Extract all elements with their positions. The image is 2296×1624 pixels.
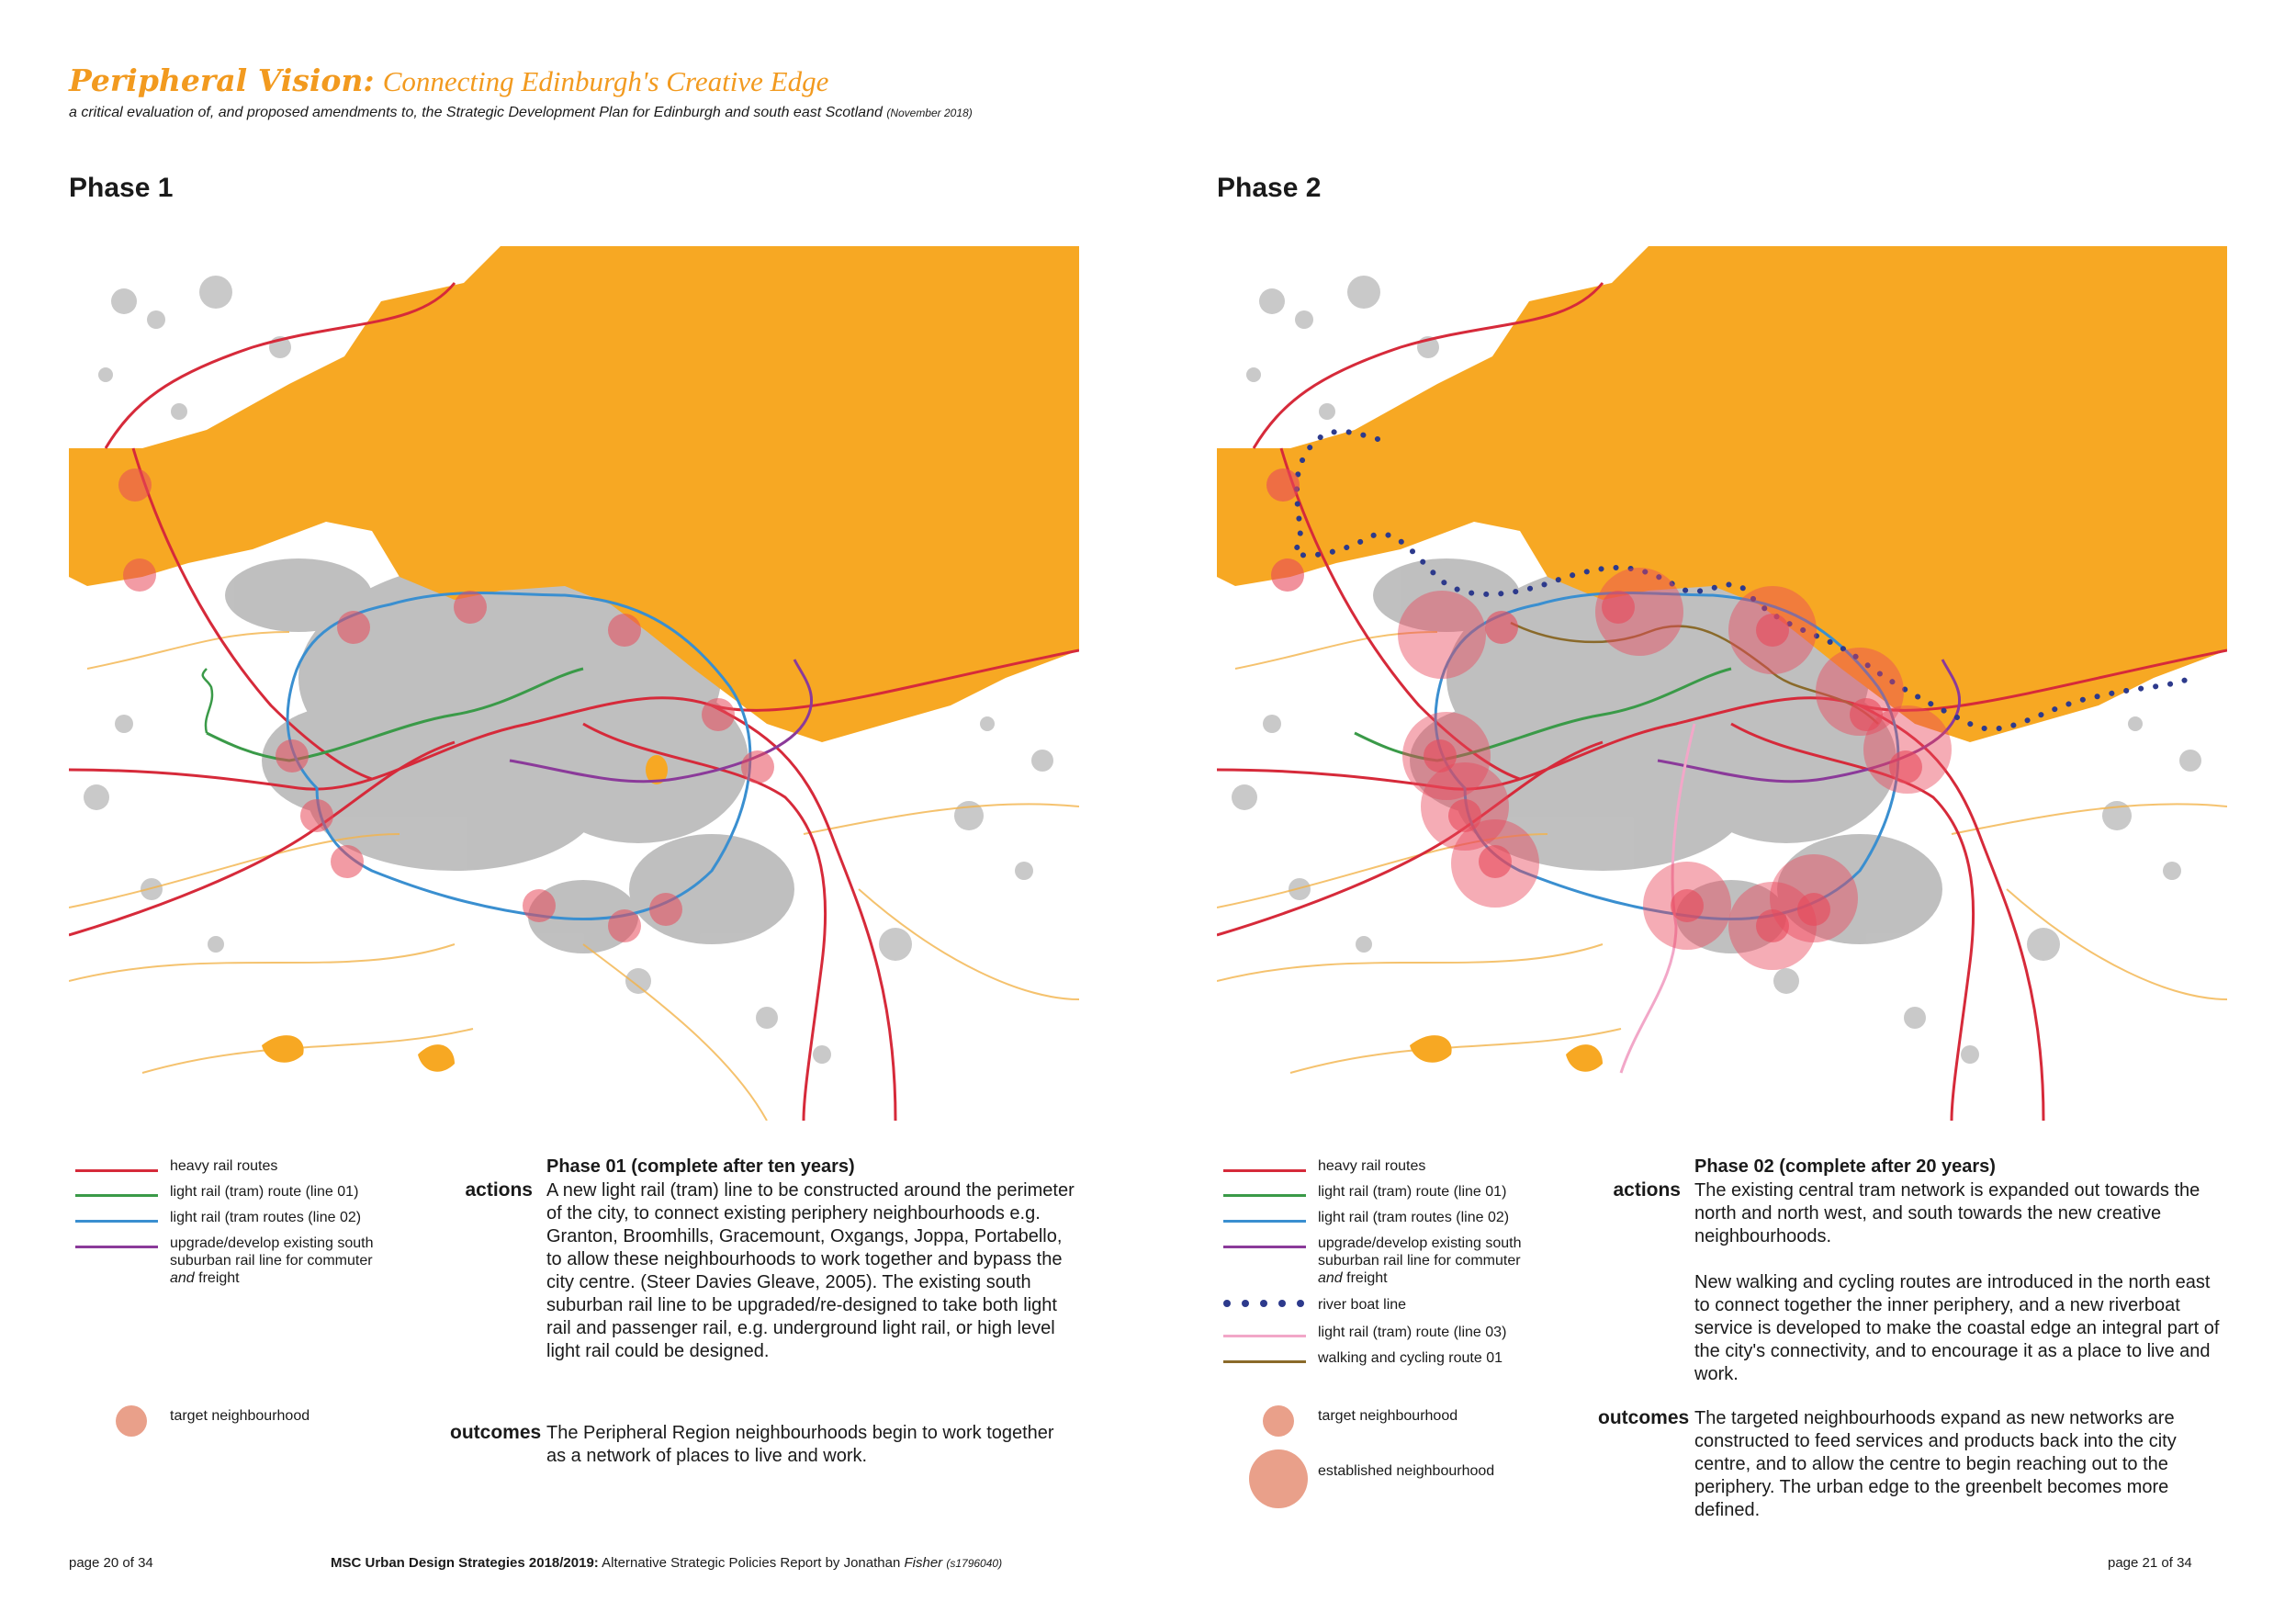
tram-line-02-swatch bbox=[1223, 1220, 1306, 1223]
suburban-rail-swatch bbox=[75, 1246, 158, 1248]
footer-page-left: page 20 of 34 bbox=[69, 1555, 153, 1571]
legend-target-neighbourhood: target neighbourhood bbox=[170, 1408, 310, 1424]
phase-2-outcomes-text: The targeted neighbourhoods expand as new networks are constructed to feed services and products back into the city centre, and to allow the centre to begin reaching out to the periphery. The urban edge to the greenbelt becomes more defined. bbox=[1694, 1408, 2177, 1520]
tram-line-01-swatch bbox=[75, 1194, 158, 1197]
target-neighbourhood-swatch bbox=[1263, 1405, 1294, 1437]
legend-heavy-rail: heavy rail routes bbox=[1318, 1158, 1426, 1174]
footer-author: Fisher bbox=[904, 1555, 943, 1571]
phase-1-heading: Phase 01 (complete after ten years) bbox=[546, 1156, 855, 1177]
report-subtitle bbox=[69, 105, 973, 121]
title-bold: Peripheral Vision: bbox=[69, 62, 375, 98]
target-neighbourhood-circle bbox=[1602, 591, 1635, 624]
established-neighbourhood-circle bbox=[1398, 591, 1486, 679]
tram-line-01-swatch bbox=[1223, 1194, 1306, 1197]
target-neighbourhood-circle bbox=[1756, 909, 1789, 942]
target-neighbourhood-circle bbox=[608, 614, 641, 647]
target-neighbourhood-circle bbox=[331, 845, 364, 878]
legend-suburban-rail-italic: and bbox=[1318, 1270, 1343, 1286]
legend-tram-line-01: light rail (tram) route (line 01) bbox=[170, 1184, 359, 1200]
walking-cycling-swatch bbox=[1223, 1360, 1306, 1363]
footer-page-right: page 21 of 34 bbox=[2108, 1555, 2192, 1571]
target-neighbourhood-circle bbox=[1424, 739, 1457, 773]
target-neighbourhood-circle bbox=[118, 468, 152, 502]
heavy-rail-swatch bbox=[1223, 1169, 1306, 1172]
legend-suburban-rail-text: upgrade/develop existing south suburban rail line for commuter bbox=[1318, 1235, 1522, 1269]
target-neighbourhood-circle bbox=[608, 909, 641, 942]
phase-2-actions-text-2: New walking and cycling routes are introduced in the north east to connect together the inner periphery, and a new riverboat service is developed to make the coastal edge an integral part of the city's connectivity, and to encourage it as a place to live and work. bbox=[1694, 1272, 2220, 1384]
legend-river-boat: river boat line bbox=[1318, 1297, 1407, 1313]
target-neighbourhood-circle bbox=[1479, 845, 1512, 878]
legend-suburban-rail bbox=[1318, 1235, 1557, 1287]
legend-established-neighbourhood: established neighbourhood bbox=[1318, 1463, 1495, 1479]
established-neighbourhood-swatch bbox=[1249, 1449, 1308, 1508]
legend-suburban-rail-tail: freight bbox=[1346, 1270, 1388, 1286]
legend-suburban-rail bbox=[170, 1235, 409, 1287]
legend-heavy-rail: heavy rail routes bbox=[170, 1158, 278, 1174]
phase-2-map-svg bbox=[1217, 246, 2227, 1121]
tram-line-03-swatch bbox=[1223, 1335, 1306, 1337]
legend-target-neighbourhood: target neighbourhood bbox=[1318, 1408, 1458, 1424]
phase-2-outcomes-label: outcomes bbox=[1598, 1407, 1690, 1428]
target-neighbourhood-circle bbox=[1448, 799, 1481, 832]
phase-2-actions-text-1: The existing central tram network is expanded out towards the north and north west, and south towards the new creative neighbourhoods. bbox=[1694, 1180, 2200, 1246]
legend-tram-line-03: light rail (tram) route (line 03) bbox=[1318, 1325, 1507, 1340]
footer-center bbox=[331, 1555, 1002, 1571]
target-neighbourhood-circle bbox=[123, 558, 156, 592]
legend-tram-line-02: light rail (tram routes (line 02) bbox=[1318, 1210, 1510, 1225]
phase-2-heading: Phase 02 (complete after 20 years) bbox=[1694, 1156, 1996, 1177]
target-neighbourhood-circle bbox=[1271, 558, 1304, 592]
phase-1-map-svg bbox=[69, 246, 1079, 1121]
target-neighbourhood-circle bbox=[702, 698, 735, 731]
tram-line-01-spur bbox=[203, 669, 212, 733]
target-neighbourhood-circle bbox=[276, 739, 309, 773]
phase-1-map bbox=[69, 246, 1079, 1121]
footer-course: MSC Urban Design Strategies 2018/2019: bbox=[331, 1555, 599, 1571]
legend-suburban-rail-tail: freight bbox=[198, 1270, 240, 1286]
target-neighbourhood-circle bbox=[337, 611, 370, 644]
subtitle-text: a critical evaluation of, and proposed amendments to, the Strategic Development Plan for Edinburgh and south east Scotland bbox=[69, 105, 883, 120]
target-neighbourhood-circle bbox=[649, 893, 682, 926]
tram-line-02-swatch bbox=[75, 1220, 158, 1223]
heavy-rail-swatch bbox=[75, 1169, 158, 1172]
report-title bbox=[69, 62, 828, 98]
legend-suburban-rail-italic: and bbox=[170, 1270, 195, 1286]
phase-1-actions-label: actions bbox=[465, 1179, 533, 1201]
phase-2-actions-label: actions bbox=[1613, 1179, 1681, 1201]
target-neighbourhood-circle bbox=[454, 591, 487, 624]
suburban-rail-swatch bbox=[1223, 1246, 1306, 1248]
legend-tram-line-02: light rail (tram routes (line 02) bbox=[170, 1210, 362, 1225]
target-neighbourhood-circle bbox=[1756, 614, 1789, 647]
target-neighbourhood-circle bbox=[1850, 698, 1883, 731]
phase-1-outcomes-text: The Peripheral Region neighbourhoods begin to work together as a network of places to live and work. bbox=[546, 1423, 1054, 1466]
target-neighbourhood-circle bbox=[1671, 889, 1704, 922]
footer-report: Alternative Strategic Policies Report by Jonathan bbox=[602, 1555, 901, 1571]
phase-1-outcomes-label: outcomes bbox=[450, 1422, 542, 1443]
title-light: Connecting Edinburgh's Creative Edge bbox=[382, 65, 829, 97]
river-boat-swatch bbox=[1220, 1297, 1311, 1310]
phase-2-title: Phase 2 bbox=[1217, 173, 1322, 203]
legend-walking-cycling: walking and cycling route 01 bbox=[1318, 1350, 1503, 1366]
target-neighbourhood-circle bbox=[1889, 750, 1922, 784]
legend-tram-line-01: light rail (tram) route (line 01) bbox=[1318, 1184, 1507, 1200]
target-neighbourhood-circle bbox=[1797, 893, 1830, 926]
subtitle-date: (November 2018) bbox=[886, 107, 973, 119]
target-neighbourhood-circle bbox=[300, 799, 333, 832]
footer-student-id: (s1796040) bbox=[946, 1557, 1003, 1570]
phase-2-map bbox=[1217, 246, 2227, 1121]
lochs bbox=[1410, 1035, 1603, 1072]
phase-1-title: Phase 1 bbox=[69, 173, 174, 203]
target-neighbourhood-swatch bbox=[116, 1405, 147, 1437]
target-neighbourhood-circle bbox=[523, 889, 556, 922]
legend-suburban-rail-text: upgrade/develop existing south suburban rail line for commuter bbox=[170, 1235, 374, 1269]
phase-1-actions-text: A new light rail (tram) line to be constructed around the perimeter of the city, to connect existing periphery neighbourhoods e.g. Granton, Broomhills, Gracemount, Oxgangs, Joppa, Portabello, to allow these neighbourhoods to work together and bypass the city centre. (Steer Davies Gleave, 2005). The existing south suburban rail line to be upgraded/re-designed to take both light rail and passenger rail, e.g. underground light rail, or high level light rail could be designed. bbox=[546, 1180, 1075, 1361]
target-neighbourhood-circle bbox=[1266, 468, 1300, 502]
target-neighbourhood-circle bbox=[741, 750, 774, 784]
target-neighbourhood-circle bbox=[1485, 611, 1518, 644]
